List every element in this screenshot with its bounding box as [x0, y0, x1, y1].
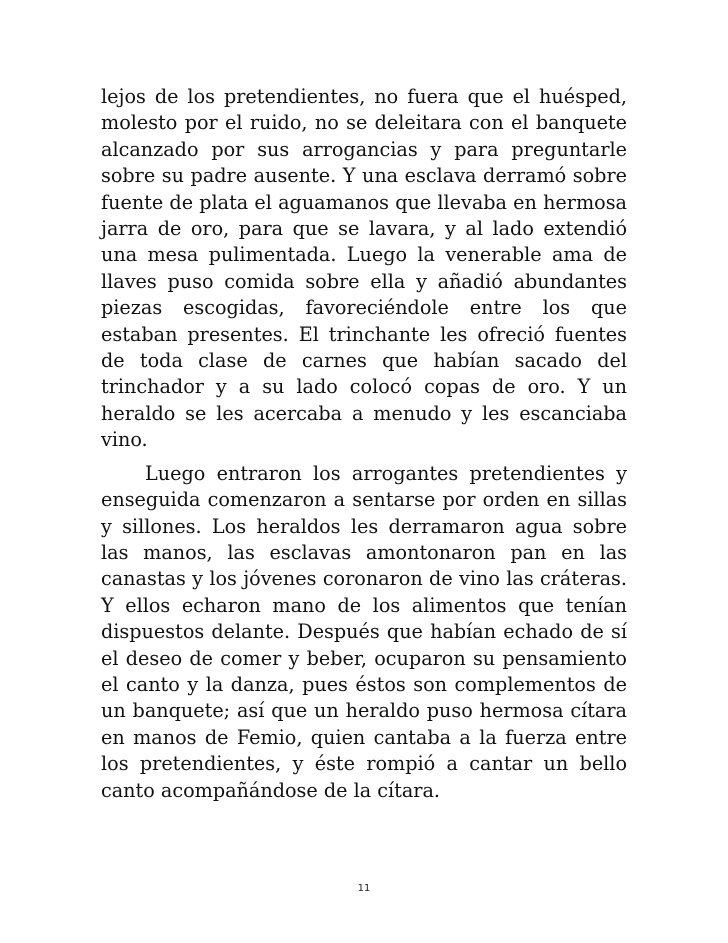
- page-number: 11: [357, 883, 371, 894]
- paragraph-2: Luego entraron los arrogantes pretendientes y enseguida comenzaron a sentarse por orden en sillas y sillones. Los heraldos les derramaron agua sobre las manos, las esclavas amontonaron pan en las canastas y los jóvenes coronaron de vino las cráteras. Y ellos echaron mano de los alimentos que tenían dispuestos delante. Después que habían echado de sí el deseo de comer y beber, ocuparon su pensamiento el canto y la danza, pues éstos son complementos de un banquete; así que un heraldo puso hermosa cítara en manos de Femio, quien cantaba a la fuerza entre los pretendientes, y éste rompió a cantar un bello canto acompañándose de la cítara.: [101, 461, 627, 802]
- paragraph-1: lejos de los pretendientes, no fuera que el huésped, molesto por el ruido, no se deleitara con el banquete alcanzado por sus arrogancias y para preguntarle sobre su padre ausente. Y una esclava derramó sobre fuente de plata el aguamanos que llevaba en hermosa jarra de oro, para que se lavara, y al lado extendió una mesa pulimentada. Luego la venerable ama de llaves puso comida sobre ella y añadió abundantes piezas escogidas, favoreciéndole entre los que estaban presentes. El trinchante les ofreció fuentes de toda clase de carnes que habían sacado del trinchador y a su lado colocó copas de oro. Y un heraldo se les acercaba a menudo y les escanciaba vino.: [101, 85, 627, 452]
- body-text: [101, 84, 627, 804]
